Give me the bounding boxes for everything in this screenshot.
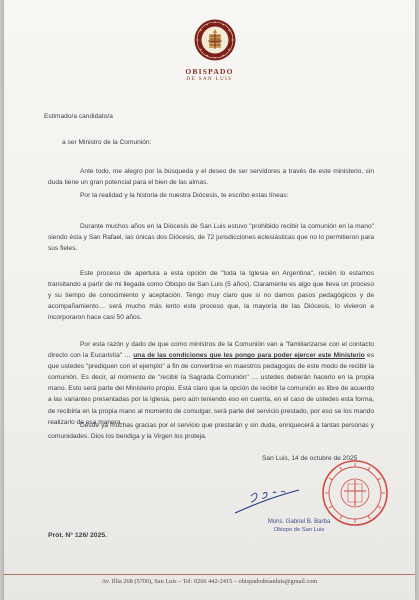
letter-date: San Luis, 14 de octubre de 2025 bbox=[262, 455, 358, 462]
letterhead-name: OBISPADO bbox=[185, 67, 234, 76]
paragraph-context: Por la realidad y la historia de nuestra Diócesis, te escribo estas líneas: bbox=[80, 192, 289, 199]
footer-divider bbox=[4, 574, 415, 575]
paragraph-process: Este proceso de apertura a esta opción de "toda la Iglesia en Argentina", recién lo estamos transitando a partir de mi llegada como Obispo de San Luis (5 años). Claramente es algo que lleva un proceso y su tiempo de conocimiento y aceptación. Tengo muy claro que si no damos pasos pedagógicos y de acompañamiento… será mucho más lento este proceso que, la mayoría de las Diócesis, lo vivieron e incorporaron hace casi 50 años. bbox=[48, 270, 374, 322]
conditions-body-text: es que ustedes "prediquen con el ejemplo" a fin de convertirse en maestros pedagogos de este modo de recibir la comunión. Es decir, al momento de "recibir la Sagrada Comunión" … ustedes deberán hacerlo en la propia mano. Esto será parte del Ministerio propio. Está claro que la opción de recibir la comunión es libre de acuerdo a las variantes presentadas por la Iglesia, pero aún teniendo eso en cuenta, en el caso de ustedes esta forma, de recibirla en la propia mano al momento de comulgar, será parte del servicio prestado, por eso se los mando realizarlo de esa manera. bbox=[48, 352, 375, 426]
diocese-seal-icon bbox=[193, 18, 237, 62]
salutation: Estimado/a candidato/a bbox=[44, 113, 113, 120]
paragraph-closing: Desde ya muchas gracias por el servicio que prestarán y sin duda, enriquecerá a tantas personas y comunidades. Dios los bendiga y la Virgen los proteja. bbox=[48, 422, 374, 441]
letterhead-subtitle: DE SAN LUIS bbox=[186, 77, 233, 82]
subject-line: a ser Ministro de la Comunión: bbox=[62, 139, 152, 146]
conditions-intro-text: Por esta razón y dado de que como ministros de la Comunión van a "familiarizarse con el contacto directo con la Eucaristía" … bbox=[48, 341, 374, 360]
paragraph-history: Durante muchos años en la Diócesis de San Luis estuvo "prohibido recibir la comunión en la mano" siendo ésta y San Rafael, las únicas dos Diócesis, de 72 jurisdicciones eclesiásticas que no lo permitieron para sus fieles. bbox=[48, 223, 374, 253]
paragraph-conditions bbox=[48, 339, 374, 428]
letter-page bbox=[4, 0, 415, 600]
footer-address: Av. Illia 268 (5700), San Luis – Tel: 0266 442-2415 – obispadodesanluis@gmail.com bbox=[101, 578, 318, 585]
paragraph-intro: Ante todo, me alegro por la búsqueda y el deseo de ser servidores a través de este ministerio, sin duda tiene un gran potencial para el bien de las almas. bbox=[48, 168, 374, 187]
conditions-emphasis-text: una de las condiciones que les pongo para poder ejercer este Ministerio bbox=[133, 352, 365, 360]
signatory-name: Mons. Gabriel B. Barba bbox=[267, 519, 331, 525]
signatory-title: Obispo de San Luis bbox=[273, 527, 325, 533]
official-stamp-icon bbox=[320, 458, 390, 528]
protocol-number: Prót. N° 126/ 2025. bbox=[48, 532, 108, 539]
handwritten-signature-icon bbox=[229, 486, 319, 516]
